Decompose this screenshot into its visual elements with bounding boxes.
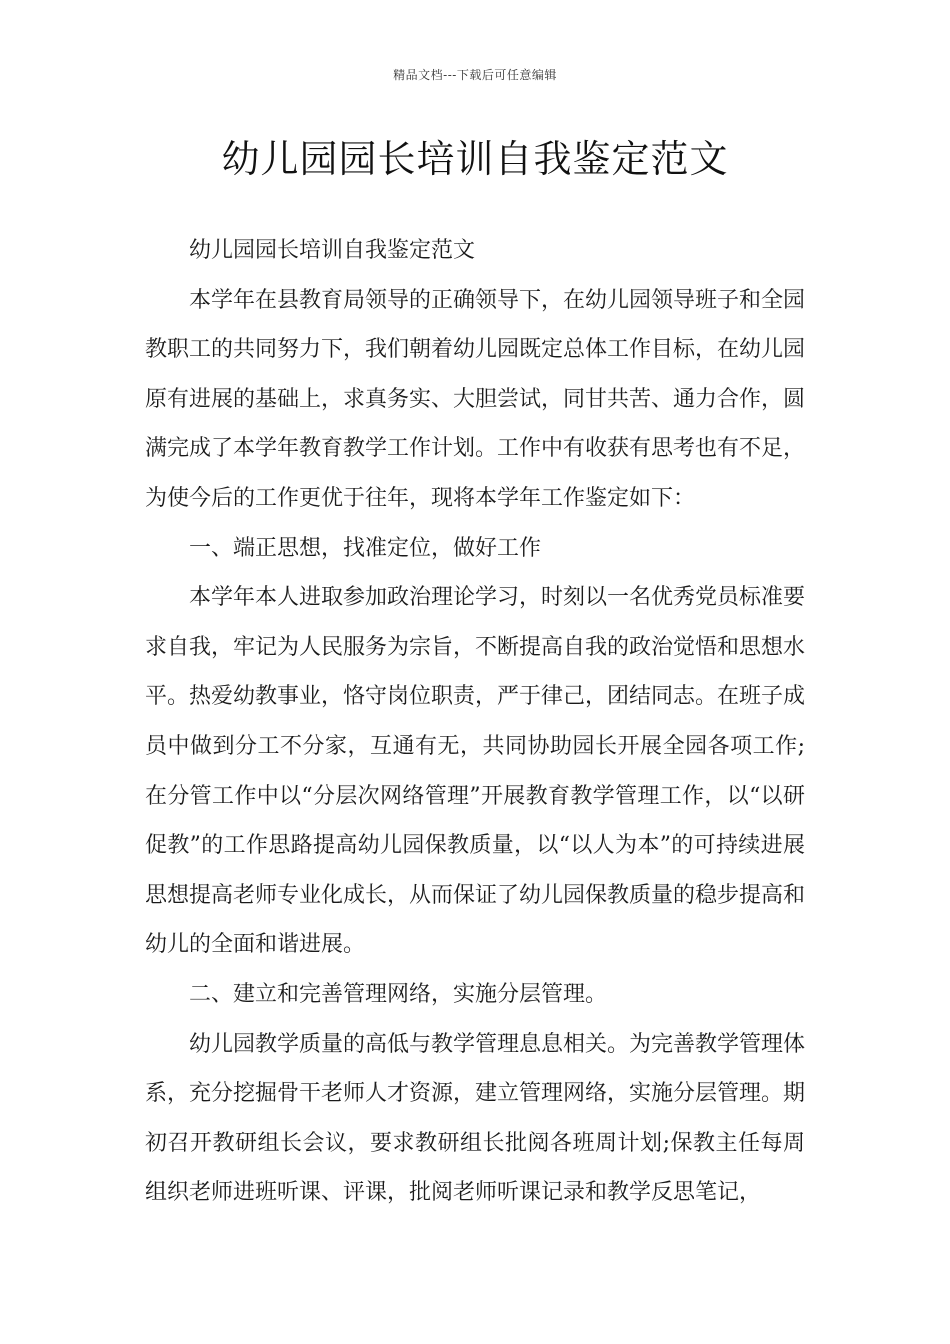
- section-heading-2: 二、建立和完善管理网络，实施分层管理。: [189, 981, 608, 1007]
- section-heading-1: 一、端正思想，找准定位，做好工作: [189, 535, 542, 561]
- paragraph-section-2: 幼儿园教学质量的高低与教学管理息息相关。为完善教学管理体系，充分挖掘骨干老师人才资源，建立管理网络，实施分层管理。期初召开教研组长会议，要求教研组长批阅各班周计划;保教主任每周组织老师进班听课、评课，批阅老师听课记录和教学反思笔记，: [145, 1031, 806, 1206]
- paragraph-intro: 本学年在县教育局领导的正确领导下，在幼儿园领导班子和全园教职工的共同努力下，我们朝着幼儿园既定总体工作目标，在幼儿园原有进展的基础上，求真务实、大胆尝试，同甘共苦、通力合作，圆满完成了本学年教育教学工作计划。工作中有收获有思考也有不足，为使今后的工作更优于往年，现将本学年工作鉴定如下：: [145, 287, 806, 511]
- document-body: [145, 226, 805, 1218]
- paragraph-section-1: 本学年本人进取参加政治理论学习，时刻以一名优秀党员标准要求自我，牢记为人民服务为宗旨，不断提高自我的政治觉悟和思想水平。热爱幼教事业，恪守岗位职责，严于律己，团结同志。在班子成员中做到分工不分家，互通有无，共同协助园长开展全园各项工作;在分管工作中以“分层次网络管理”开展教育教学管理工作，以“以研促教”的工作思路提高幼儿园保教质量，以“以人为本”的可持续进展思想提高老师专业化成长，从而保证了幼儿园保教质量的稳步提高和幼儿的全面和谐进展。: [145, 585, 806, 958]
- paragraph-subtitle: 幼儿园园长培训自我鉴定范文: [189, 238, 476, 263]
- document-title: 幼儿园园长培训自我鉴定范文: [221, 137, 729, 181]
- header-note: 精品文档---下载后可任意编辑: [393, 68, 557, 82]
